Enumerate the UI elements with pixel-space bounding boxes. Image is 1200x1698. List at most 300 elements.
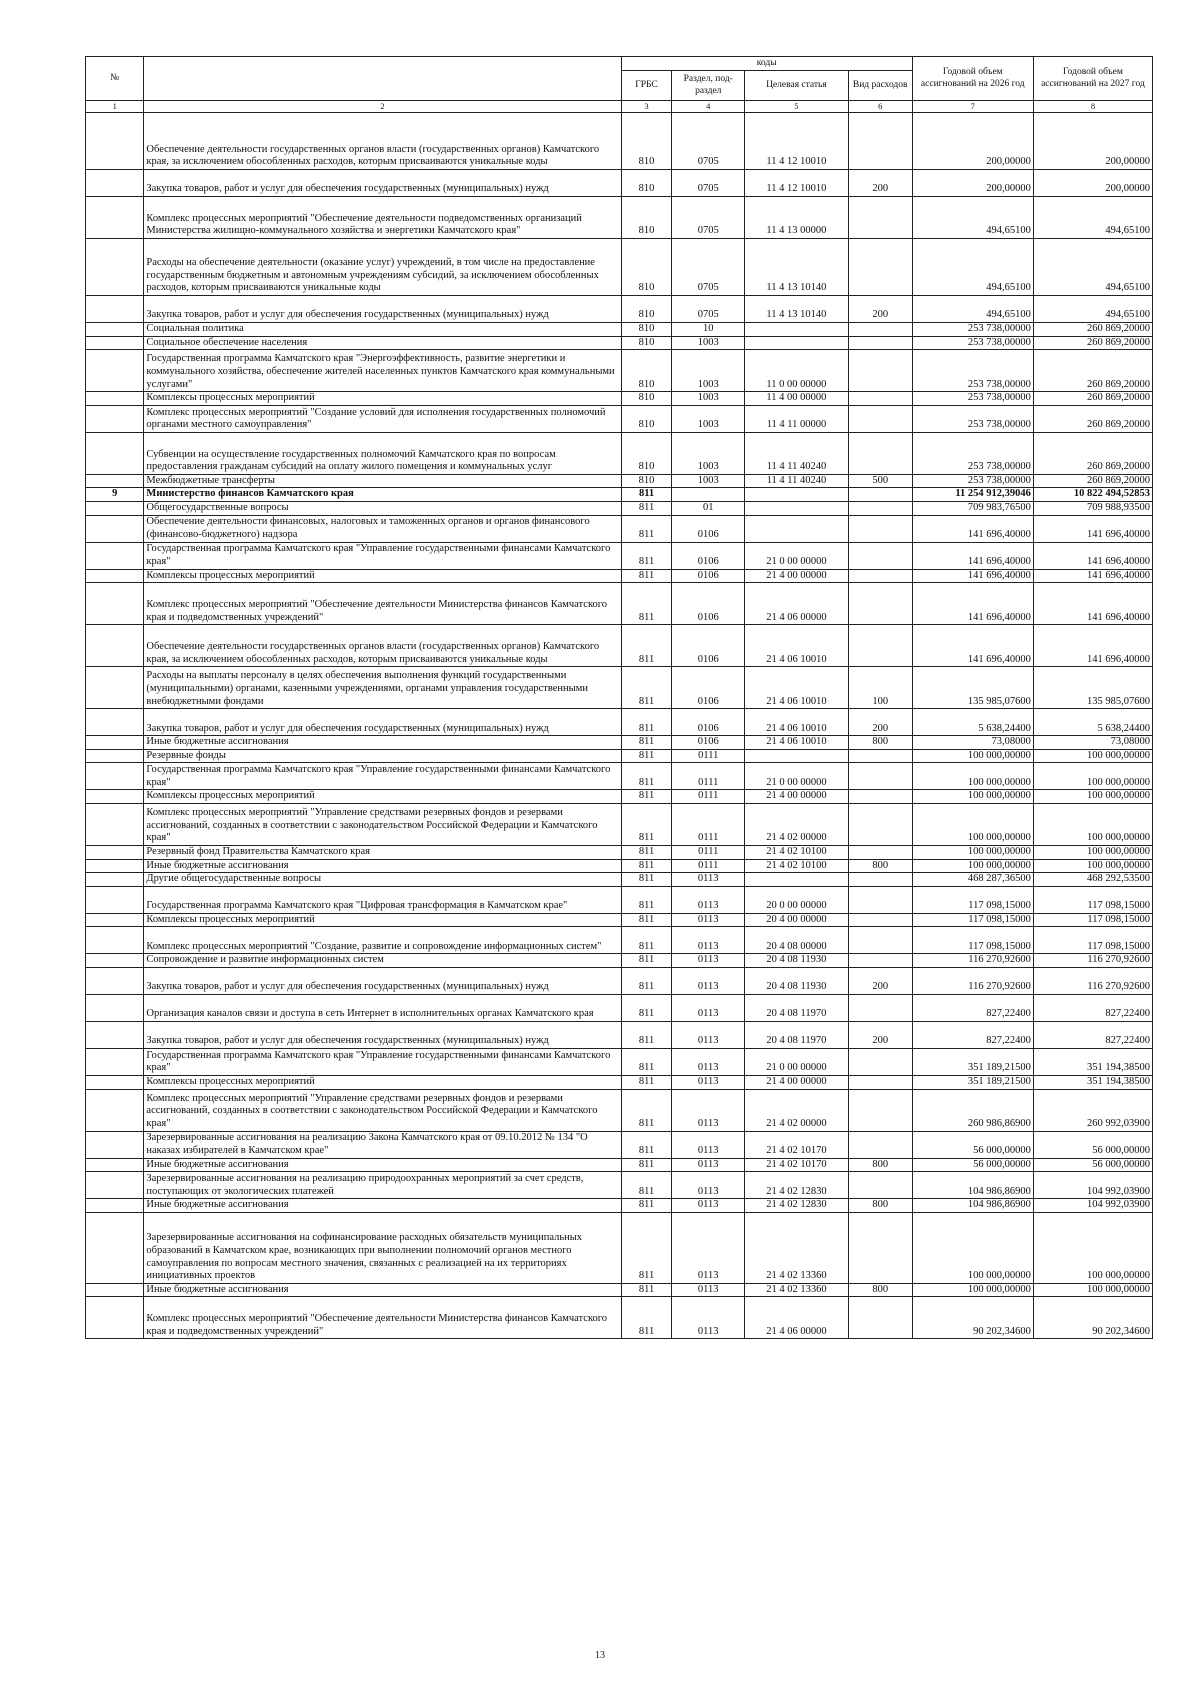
table-row xyxy=(86,350,1153,392)
table-row xyxy=(86,1021,1153,1048)
section-cell: 0113 xyxy=(672,1212,745,1283)
row-number-cell xyxy=(86,583,144,625)
volume-2027-cell: 100 000,00000 xyxy=(1033,859,1152,873)
volume-2026-cell: 100 000,00000 xyxy=(912,1212,1033,1283)
volume-2026-cell: 100 000,00000 xyxy=(912,763,1033,790)
expense-type-cell xyxy=(848,1297,912,1339)
grbs-cell: 811 xyxy=(621,736,672,750)
volume-2027-cell: 100 000,00000 xyxy=(1033,1283,1152,1297)
volume-2026-cell: 116 270,92600 xyxy=(912,967,1033,994)
row-number-cell xyxy=(86,845,144,859)
target-article-cell: 11 4 13 00000 xyxy=(745,197,849,239)
volume-2027-cell: 135 985,07600 xyxy=(1033,667,1152,709)
row-number-cell xyxy=(86,709,144,736)
section-cell: 0113 xyxy=(672,1048,745,1075)
expense-type-cell xyxy=(848,763,912,790)
target-article-cell: 20 4 08 11930 xyxy=(745,954,849,968)
expense-type-cell xyxy=(848,432,912,474)
grbs-cell: 810 xyxy=(621,336,672,350)
target-article-cell: 21 4 06 10010 xyxy=(745,709,849,736)
table-row xyxy=(86,488,1153,502)
section-cell: 0705 xyxy=(672,170,745,197)
table-row xyxy=(86,1158,1153,1172)
volume-2027-cell: 104 992,03900 xyxy=(1033,1199,1152,1213)
volume-2027-cell: 116 270,92600 xyxy=(1033,967,1152,994)
target-article-cell: 11 4 13 10140 xyxy=(745,296,849,323)
row-name-cell: Общегосударственные вопросы xyxy=(144,501,621,515)
row-name-cell: Комплексы процессных мероприятий xyxy=(144,1075,621,1089)
expense-type-cell: 200 xyxy=(848,170,912,197)
target-article-cell: 11 4 11 00000 xyxy=(745,405,849,432)
table-row xyxy=(86,763,1153,790)
table-row xyxy=(86,569,1153,583)
grbs-cell: 811 xyxy=(621,583,672,625)
section-cell: 10 xyxy=(672,323,745,337)
volume-2027-cell: 260 869,20000 xyxy=(1033,323,1152,337)
volume-2026-cell: 200,00000 xyxy=(912,113,1033,170)
row-name-cell: Социальное обеспечение населения xyxy=(144,336,621,350)
grbs-cell: 811 xyxy=(621,749,672,763)
column-number: 8 xyxy=(1033,101,1152,113)
target-article-cell: 11 4 12 10010 xyxy=(745,113,849,170)
expense-type-cell xyxy=(848,927,912,954)
expense-type-cell xyxy=(848,350,912,392)
target-article-cell xyxy=(745,488,849,502)
table-row xyxy=(86,667,1153,709)
volume-2026-cell: 468 287,36500 xyxy=(912,873,1033,887)
header-expense-type: Вид расходов xyxy=(848,71,912,101)
section-cell: 0111 xyxy=(672,749,745,763)
expense-type-cell xyxy=(848,1089,912,1131)
row-number-cell xyxy=(86,1021,144,1048)
table-row xyxy=(86,803,1153,845)
section-cell: 0111 xyxy=(672,763,745,790)
row-number-cell xyxy=(86,1297,144,1339)
grbs-cell: 811 xyxy=(621,994,672,1021)
target-article-cell xyxy=(745,501,849,515)
target-article-cell: 11 4 00 00000 xyxy=(745,392,849,406)
row-number-cell xyxy=(86,859,144,873)
row-number-cell xyxy=(86,803,144,845)
volume-2026-cell: 56 000,00000 xyxy=(912,1131,1033,1158)
table-row xyxy=(86,113,1153,170)
volume-2027-cell: 100 000,00000 xyxy=(1033,749,1152,763)
volume-2027-cell: 260 869,20000 xyxy=(1033,336,1152,350)
header-target-article: Целевая статья xyxy=(745,71,849,101)
expense-type-cell: 200 xyxy=(848,296,912,323)
row-number-cell xyxy=(86,474,144,488)
volume-2027-cell: 200,00000 xyxy=(1033,170,1152,197)
table-row xyxy=(86,873,1153,887)
target-article-cell: 21 4 06 00000 xyxy=(745,583,849,625)
target-article-cell: 21 4 00 00000 xyxy=(745,1075,849,1089)
expense-type-cell xyxy=(848,336,912,350)
volume-2027-cell: 260 869,20000 xyxy=(1033,350,1152,392)
section-cell: 01 xyxy=(672,501,745,515)
row-name-cell: Обеспечение деятельности государственных органов власти (государственных органов) Камчатского края, за исключением обособленных расходов, которым присваиваются уникальные коды xyxy=(144,625,621,667)
target-article-cell: 11 4 13 10140 xyxy=(745,239,849,296)
grbs-cell: 810 xyxy=(621,392,672,406)
budget-table xyxy=(85,56,1153,1339)
row-number-cell xyxy=(86,967,144,994)
target-article-cell: 20 4 00 00000 xyxy=(745,913,849,927)
grbs-cell: 811 xyxy=(621,1172,672,1199)
expense-type-cell: 200 xyxy=(848,1021,912,1048)
volume-2027-cell: 100 000,00000 xyxy=(1033,1212,1152,1283)
section-cell: 1003 xyxy=(672,405,745,432)
expense-type-cell xyxy=(848,515,912,542)
expense-type-cell: 800 xyxy=(848,859,912,873)
section-cell: 0111 xyxy=(672,790,745,804)
row-name-cell: Иные бюджетные ассигнования xyxy=(144,859,621,873)
row-name-cell: Иные бюджетные ассигнования xyxy=(144,1283,621,1297)
expense-type-cell xyxy=(848,1172,912,1199)
volume-2026-cell: 253 738,00000 xyxy=(912,323,1033,337)
grbs-cell: 811 xyxy=(621,1075,672,1089)
volume-2027-cell: 709 988,93500 xyxy=(1033,501,1152,515)
volume-2026-cell: 494,65100 xyxy=(912,296,1033,323)
row-name-cell: Комплексы процессных мероприятий xyxy=(144,913,621,927)
section-cell: 0113 xyxy=(672,927,745,954)
target-article-cell: 21 4 02 10100 xyxy=(745,845,849,859)
grbs-cell: 811 xyxy=(621,763,672,790)
target-article-cell xyxy=(745,336,849,350)
volume-2026-cell: 100 000,00000 xyxy=(912,790,1033,804)
volume-2026-cell: 827,22400 xyxy=(912,994,1033,1021)
volume-2027-cell: 10 822 494,52853 xyxy=(1033,488,1152,502)
volume-2027-cell: 100 000,00000 xyxy=(1033,790,1152,804)
volume-2026-cell: 141 696,40000 xyxy=(912,583,1033,625)
grbs-cell: 811 xyxy=(621,886,672,913)
row-number-cell xyxy=(86,1131,144,1158)
table-row xyxy=(86,927,1153,954)
volume-2026-cell: 100 000,00000 xyxy=(912,859,1033,873)
table-row xyxy=(86,197,1153,239)
section-cell: 0106 xyxy=(672,542,745,569)
table-row xyxy=(86,501,1153,515)
volume-2026-cell: 141 696,40000 xyxy=(912,515,1033,542)
grbs-cell: 811 xyxy=(621,927,672,954)
row-name-cell: Комплекс процессных мероприятий "Управление средствами резервных фондов и резервами ассигнований, созданных в соответствии с законодательством Российской Федерации и Камчатского края" xyxy=(144,803,621,845)
row-name-cell: Министерство финансов Камчатского края xyxy=(144,488,621,502)
expense-type-cell xyxy=(848,239,912,296)
volume-2027-cell: 494,65100 xyxy=(1033,296,1152,323)
section-cell: 0106 xyxy=(672,667,745,709)
row-name-cell: Закупка товаров, работ и услуг для обеспечения государственных (муниципальных) нужд xyxy=(144,1021,621,1048)
volume-2027-cell: 56 000,00000 xyxy=(1033,1131,1152,1158)
grbs-cell: 811 xyxy=(621,1199,672,1213)
header-section: Раздел, под- раздел xyxy=(672,71,745,101)
row-number-cell xyxy=(86,736,144,750)
section-cell: 0106 xyxy=(672,583,745,625)
table-row xyxy=(86,709,1153,736)
row-name-cell: Расходы на обеспечение деятельности (оказание услуг) учреждений, в том числе на предоставление государственным бюджетным и автономным учреждениям субсидий, за исключением обособленных расходов, которым присваиваются уникальные коды xyxy=(144,239,621,296)
row-name-cell: Организация каналов связи и доступа в сеть Интернет в исполнительных органах Камчатского края xyxy=(144,994,621,1021)
target-article-cell: 20 4 08 11970 xyxy=(745,1021,849,1048)
header-name xyxy=(144,57,621,101)
volume-2027-cell: 73,08000 xyxy=(1033,736,1152,750)
section-cell xyxy=(672,488,745,502)
row-name-cell: Государственная программа Камчатского края "Управление государственными финансами Камчатского края" xyxy=(144,1048,621,1075)
row-number-cell xyxy=(86,667,144,709)
volume-2027-cell: 260 869,20000 xyxy=(1033,474,1152,488)
row-number-cell xyxy=(86,625,144,667)
row-number-cell xyxy=(86,515,144,542)
table-row xyxy=(86,405,1153,432)
row-number-cell xyxy=(86,1212,144,1283)
target-article-cell: 20 4 08 11930 xyxy=(745,967,849,994)
table-row xyxy=(86,542,1153,569)
section-cell: 0113 xyxy=(672,1075,745,1089)
volume-2027-cell: 90 202,34600 xyxy=(1033,1297,1152,1339)
row-name-cell: Социальная политика xyxy=(144,323,621,337)
table-row xyxy=(86,1172,1153,1199)
expense-type-cell: 800 xyxy=(848,1199,912,1213)
grbs-cell: 811 xyxy=(621,873,672,887)
volume-2027-cell: 260 869,20000 xyxy=(1033,432,1152,474)
grbs-cell: 811 xyxy=(621,913,672,927)
section-cell: 0111 xyxy=(672,803,745,845)
section-cell: 0106 xyxy=(672,736,745,750)
row-name-cell: Сопровождение и развитие информационных систем xyxy=(144,954,621,968)
row-number-cell xyxy=(86,994,144,1021)
header-grbs: ГРБС xyxy=(621,71,672,101)
grbs-cell: 811 xyxy=(621,1021,672,1048)
row-number-cell xyxy=(86,336,144,350)
target-article-cell: 11 0 00 00000 xyxy=(745,350,849,392)
row-name-cell: Государственная программа Камчатского края "Управление государственными финансами Камчатского края" xyxy=(144,542,621,569)
volume-2026-cell: 253 738,00000 xyxy=(912,474,1033,488)
row-number-cell xyxy=(86,501,144,515)
header-volume-2026: Годовой объем ассигнований на 2026 год xyxy=(912,57,1033,101)
column-number: 7 xyxy=(912,101,1033,113)
section-cell: 1003 xyxy=(672,336,745,350)
section-cell: 0113 xyxy=(672,873,745,887)
volume-2026-cell: 141 696,40000 xyxy=(912,569,1033,583)
table-row xyxy=(86,1089,1153,1131)
section-cell: 0705 xyxy=(672,113,745,170)
table-row xyxy=(86,239,1153,296)
table-row xyxy=(86,296,1153,323)
grbs-cell: 810 xyxy=(621,296,672,323)
section-cell: 0113 xyxy=(672,967,745,994)
target-article-cell: 11 4 11 40240 xyxy=(745,432,849,474)
volume-2027-cell: 260 992,03900 xyxy=(1033,1089,1152,1131)
row-number-cell xyxy=(86,1283,144,1297)
expense-type-cell xyxy=(848,749,912,763)
header-codes: коды xyxy=(621,57,912,71)
target-article-cell: 21 0 00 00000 xyxy=(745,542,849,569)
section-cell: 0705 xyxy=(672,239,745,296)
target-article-cell: 21 4 06 10010 xyxy=(745,736,849,750)
row-name-cell: Государственная программа Камчатского края "Цифровая трансформация в Камчатском крае" xyxy=(144,886,621,913)
section-cell: 0111 xyxy=(672,845,745,859)
volume-2027-cell: 141 696,40000 xyxy=(1033,625,1152,667)
expense-type-cell xyxy=(848,1212,912,1283)
target-article-cell: 21 4 06 00000 xyxy=(745,1297,849,1339)
grbs-cell: 811 xyxy=(621,1089,672,1131)
row-name-cell: Зарезервированные ассигнования на софинансирование расходных обязательств муниципальных образований в Камчатском крае, возникающих при выполнении полномочий органов местного самоуправления по вопросам местного значения, связанных с реализацией на их территориях инициативных проектов xyxy=(144,1212,621,1283)
target-article-cell: 21 4 02 13360 xyxy=(745,1212,849,1283)
expense-type-cell xyxy=(848,488,912,502)
volume-2027-cell: 141 696,40000 xyxy=(1033,583,1152,625)
column-number: 1 xyxy=(86,101,144,113)
table-row xyxy=(86,994,1153,1021)
section-cell: 0113 xyxy=(672,1172,745,1199)
grbs-cell: 811 xyxy=(621,569,672,583)
volume-2027-cell: 351 194,38500 xyxy=(1033,1048,1152,1075)
row-number-cell xyxy=(86,542,144,569)
volume-2026-cell: 104 986,86900 xyxy=(912,1172,1033,1199)
row-number-cell xyxy=(86,1075,144,1089)
volume-2026-cell: 827,22400 xyxy=(912,1021,1033,1048)
table-row xyxy=(86,432,1153,474)
target-article-cell: 21 0 00 00000 xyxy=(745,1048,849,1075)
target-article-cell: 21 4 06 10010 xyxy=(745,667,849,709)
section-cell: 0111 xyxy=(672,859,745,873)
row-number-cell xyxy=(86,1089,144,1131)
header-volume-2027: Годовой объем ассигнований на 2027 год xyxy=(1033,57,1152,101)
target-article-cell: 21 0 00 00000 xyxy=(745,763,849,790)
grbs-cell: 811 xyxy=(621,1048,672,1075)
expense-type-cell xyxy=(848,803,912,845)
expense-type-cell xyxy=(848,323,912,337)
volume-2026-cell: 56 000,00000 xyxy=(912,1158,1033,1172)
table-row xyxy=(86,1199,1153,1213)
row-name-cell: Резервные фонды xyxy=(144,749,621,763)
row-name-cell: Резервный фонд Правительства Камчатского края xyxy=(144,845,621,859)
row-name-cell: Субвенции на осуществление государственных полномочий Камчатского края по вопросам предоставления гражданам субсидий на оплату жилого помещения и коммунальных услуг xyxy=(144,432,621,474)
target-article-cell xyxy=(745,873,849,887)
volume-2027-cell: 117 098,15000 xyxy=(1033,927,1152,954)
grbs-cell: 811 xyxy=(621,488,672,502)
row-name-cell: Государственная программа Камчатского края "Энергоэффективность, развитие энергетики и коммунального хозяйства, обеспечение жителей населенных пунктов Камчатского края коммунальными услугами" xyxy=(144,350,621,392)
expense-type-cell xyxy=(848,1048,912,1075)
row-name-cell: Комплекс процессных мероприятий "Создание, развитие и сопровождение информационных систем" xyxy=(144,927,621,954)
expense-type-cell: 100 xyxy=(848,667,912,709)
volume-2027-cell: 141 696,40000 xyxy=(1033,542,1152,569)
target-article-cell: 20 0 00 00000 xyxy=(745,886,849,913)
table-row xyxy=(86,845,1153,859)
section-cell: 0113 xyxy=(672,1089,745,1131)
volume-2027-cell: 200,00000 xyxy=(1033,113,1152,170)
volume-2026-cell: 100 000,00000 xyxy=(912,749,1033,763)
section-cell: 0113 xyxy=(672,1158,745,1172)
row-name-cell: Обеспечение деятельности государственных органов власти (государственных органов) Камчатского края, за исключением обособленных расходов, которым присваиваются уникальные коды xyxy=(144,113,621,170)
expense-type-cell xyxy=(848,542,912,569)
section-cell: 1003 xyxy=(672,432,745,474)
grbs-cell: 811 xyxy=(621,625,672,667)
section-cell: 0705 xyxy=(672,296,745,323)
expense-type-cell xyxy=(848,994,912,1021)
grbs-cell: 810 xyxy=(621,239,672,296)
expense-type-cell xyxy=(848,113,912,170)
grbs-cell: 811 xyxy=(621,1283,672,1297)
expense-type-cell xyxy=(848,569,912,583)
expense-type-cell xyxy=(848,405,912,432)
volume-2027-cell: 141 696,40000 xyxy=(1033,569,1152,583)
row-name-cell: Межбюджетные трансферты xyxy=(144,474,621,488)
table-row xyxy=(86,1048,1153,1075)
grbs-cell: 811 xyxy=(621,1131,672,1158)
volume-2026-cell: 351 189,21500 xyxy=(912,1048,1033,1075)
target-article-cell: 21 4 02 10170 xyxy=(745,1131,849,1158)
row-number-cell xyxy=(86,113,144,170)
volume-2026-cell: 709 983,76500 xyxy=(912,501,1033,515)
column-number: 6 xyxy=(848,101,912,113)
row-name-cell: Зарезервированные ассигнования на реализацию Закона Камчатского края от 09.10.2012 № 134 "О наказах избирателей в Камчатском крае" xyxy=(144,1131,621,1158)
volume-2027-cell: 100 000,00000 xyxy=(1033,763,1152,790)
grbs-cell: 810 xyxy=(621,113,672,170)
expense-type-cell: 500 xyxy=(848,474,912,488)
volume-2026-cell: 141 696,40000 xyxy=(912,542,1033,569)
row-number-cell xyxy=(86,1199,144,1213)
section-cell: 0113 xyxy=(672,1297,745,1339)
volume-2027-cell: 468 292,53500 xyxy=(1033,873,1152,887)
volume-2026-cell: 73,08000 xyxy=(912,736,1033,750)
expense-type-cell xyxy=(848,913,912,927)
expense-type-cell: 800 xyxy=(848,736,912,750)
grbs-cell: 811 xyxy=(621,1297,672,1339)
volume-2026-cell: 100 000,00000 xyxy=(912,1283,1033,1297)
section-cell: 1003 xyxy=(672,392,745,406)
row-name-cell: Иные бюджетные ассигнования xyxy=(144,1199,621,1213)
column-number: 5 xyxy=(745,101,849,113)
volume-2026-cell: 141 696,40000 xyxy=(912,625,1033,667)
expense-type-cell xyxy=(848,954,912,968)
table-row xyxy=(86,790,1153,804)
row-number-cell xyxy=(86,239,144,296)
volume-2026-cell: 11 254 912,39046 xyxy=(912,488,1033,502)
volume-2027-cell: 494,65100 xyxy=(1033,239,1152,296)
table-row xyxy=(86,336,1153,350)
section-cell: 0113 xyxy=(672,1131,745,1158)
row-number-cell xyxy=(86,1172,144,1199)
volume-2027-cell: 56 000,00000 xyxy=(1033,1158,1152,1172)
volume-2026-cell: 117 098,15000 xyxy=(912,927,1033,954)
target-article-cell: 21 4 02 00000 xyxy=(745,1089,849,1131)
target-article-cell xyxy=(745,515,849,542)
table-row xyxy=(86,967,1153,994)
row-number-cell xyxy=(86,1048,144,1075)
grbs-cell: 811 xyxy=(621,709,672,736)
header-no: № xyxy=(86,57,144,101)
target-article-cell: 21 4 02 10100 xyxy=(745,859,849,873)
volume-2026-cell: 116 270,92600 xyxy=(912,954,1033,968)
table-row xyxy=(86,625,1153,667)
expense-type-cell xyxy=(848,501,912,515)
section-cell: 0113 xyxy=(672,1283,745,1297)
target-article-cell: 21 4 06 10010 xyxy=(745,625,849,667)
table-row xyxy=(86,859,1153,873)
expense-type-cell xyxy=(848,392,912,406)
target-article-cell: 21 4 02 10170 xyxy=(745,1158,849,1172)
volume-2026-cell: 351 189,21500 xyxy=(912,1075,1033,1089)
row-number-cell xyxy=(86,170,144,197)
volume-2026-cell: 494,65100 xyxy=(912,197,1033,239)
grbs-cell: 810 xyxy=(621,323,672,337)
section-cell: 0106 xyxy=(672,515,745,542)
row-number-cell xyxy=(86,873,144,887)
expense-type-cell xyxy=(848,1075,912,1089)
row-name-cell: Комплексы процессных мероприятий xyxy=(144,569,621,583)
expense-type-cell xyxy=(848,845,912,859)
row-number-cell xyxy=(86,392,144,406)
section-cell: 0705 xyxy=(672,197,745,239)
table-row xyxy=(86,1283,1153,1297)
row-name-cell: Комплексы процессных мероприятий xyxy=(144,790,621,804)
target-article-cell: 21 4 02 00000 xyxy=(745,803,849,845)
